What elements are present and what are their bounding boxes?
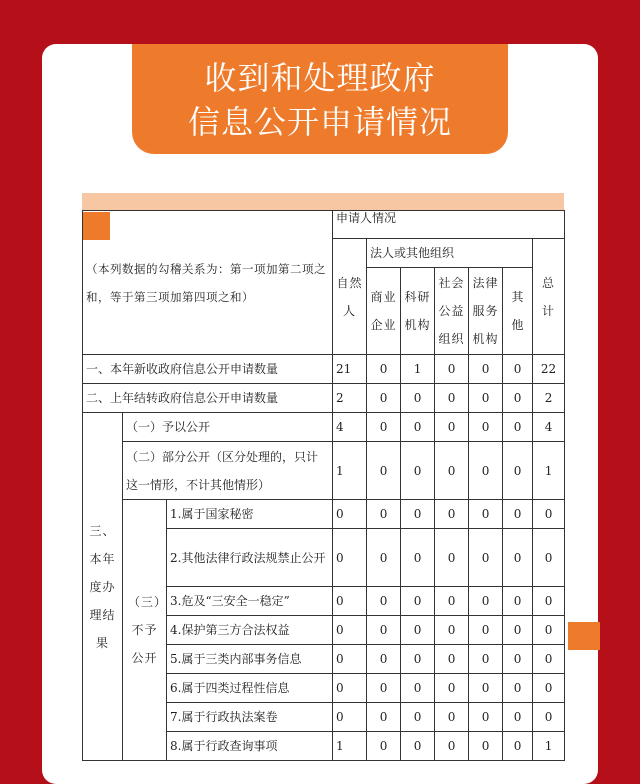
- cell-value: 0: [401, 616, 435, 645]
- legal-orgs-header: 法人或其他组织: [367, 239, 533, 268]
- cell-value: 0: [401, 413, 435, 442]
- cell-value: 1: [333, 732, 367, 761]
- table-row: [83, 384, 565, 413]
- cell-value: 0: [533, 645, 565, 674]
- row-label: （二）部分公开（区分处理的，只计这一情形，不计其他情形）: [123, 442, 333, 500]
- cell-value: 0: [503, 413, 533, 442]
- cell-value: 0: [333, 645, 367, 674]
- cell-value: 0: [469, 384, 503, 413]
- cell-value: 0: [533, 703, 565, 732]
- row-label: 1.属于国家秘密: [167, 500, 333, 529]
- cell-value: 0: [435, 384, 469, 413]
- section-3-label: 三、本年度办理结果: [83, 413, 123, 761]
- cell-value: 0: [401, 674, 435, 703]
- cell-value: 0: [367, 442, 401, 500]
- cell-value: 0: [503, 732, 533, 761]
- commercial-header: 商业企业: [367, 268, 401, 355]
- cell-value: 2: [533, 384, 565, 413]
- cell-value: 0: [435, 442, 469, 500]
- cell-value: 21: [333, 355, 367, 384]
- cell-value: 0: [435, 732, 469, 761]
- cell-value: 0: [469, 442, 503, 500]
- cell-value: 0: [333, 616, 367, 645]
- row-label: （一）予以公开: [123, 413, 333, 442]
- cell-value: 1: [533, 442, 565, 500]
- row-label: 4.保护第三方合法权益: [167, 616, 333, 645]
- cell-value: 0: [401, 500, 435, 529]
- cell-value: 0: [367, 732, 401, 761]
- cell-value: 0: [469, 355, 503, 384]
- cell-value: 0: [367, 500, 401, 529]
- cell-value: 0: [435, 616, 469, 645]
- cell-value: 0: [503, 703, 533, 732]
- cell-value: 0: [503, 355, 533, 384]
- title-line-1: 收到和处理政府: [204, 59, 436, 97]
- cell-value: 0: [435, 413, 469, 442]
- row-label: 一、本年新收政府信息公开申请数量: [83, 355, 333, 384]
- research-header: 科研机构: [401, 268, 435, 355]
- cell-value: 0: [367, 674, 401, 703]
- cell-value: 1: [401, 355, 435, 384]
- cell-value: 1: [333, 442, 367, 500]
- cell-value: 0: [533, 587, 565, 616]
- cell-value: 4: [533, 413, 565, 442]
- cell-value: 0: [367, 616, 401, 645]
- title-banner: [132, 44, 508, 154]
- cell-value: 4: [333, 413, 367, 442]
- cell-value: 0: [333, 674, 367, 703]
- cell-value: 0: [367, 413, 401, 442]
- title-line-2: 信息公开申请情况: [187, 103, 452, 141]
- table-top-strip: [82, 193, 564, 211]
- cell-value: 0: [435, 703, 469, 732]
- cell-value: 0: [367, 703, 401, 732]
- row-label: 二、上年结转政府信息公开申请数量: [83, 384, 333, 413]
- cell-value: 0: [401, 587, 435, 616]
- cell-value: 0: [533, 616, 565, 645]
- cell-value: 0: [469, 616, 503, 645]
- cell-value: 0: [503, 384, 533, 413]
- cell-value: 0: [469, 732, 503, 761]
- applicant-info-header: 申请人情况: [333, 211, 565, 239]
- cell-value: 0: [401, 442, 435, 500]
- cell-value: 0: [333, 529, 367, 587]
- cell-value: 0: [401, 732, 435, 761]
- cell-value: 0: [503, 587, 533, 616]
- cell-value: 0: [367, 529, 401, 587]
- cell-value: 0: [469, 703, 503, 732]
- cell-value: 0: [469, 645, 503, 674]
- withheld-category-label: （三）不予公开: [123, 500, 167, 761]
- cell-value: 0: [469, 413, 503, 442]
- row-label: 7.属于行政执法案卷: [167, 703, 333, 732]
- cell-value: 0: [401, 703, 435, 732]
- cell-value: 0: [435, 674, 469, 703]
- table-row: [83, 355, 565, 384]
- cell-value: 0: [435, 587, 469, 616]
- cell-value: 0: [367, 645, 401, 674]
- cell-value: 0: [503, 442, 533, 500]
- cell-value: 0: [435, 355, 469, 384]
- cell-value: 2: [333, 384, 367, 413]
- legal-service-header: 法律服务机构: [469, 268, 503, 355]
- natural-person-header: 自然人: [333, 239, 367, 355]
- row-label: 5.属于三类内部事务信息: [167, 645, 333, 674]
- social-header: 社会公益组织: [435, 268, 469, 355]
- cell-value: 0: [435, 529, 469, 587]
- cell-value: 0: [533, 674, 565, 703]
- cell-value: 0: [401, 645, 435, 674]
- cell-value: 0: [401, 384, 435, 413]
- cell-value: 0: [503, 645, 533, 674]
- cell-value: 0: [367, 355, 401, 384]
- statistics-table: [82, 210, 565, 761]
- cell-value: 22: [533, 355, 565, 384]
- other-header: 其他: [503, 268, 533, 355]
- cell-value: 0: [503, 500, 533, 529]
- cell-value: 1: [533, 732, 565, 761]
- total-header: 总计: [533, 239, 565, 355]
- cell-value: 0: [435, 500, 469, 529]
- cell-value: 0: [401, 529, 435, 587]
- table-row: [83, 442, 565, 500]
- table-header-note: （本列数据的勾稽关系为：第一项加第二项之和，等于第三项加第四项之和）: [83, 211, 333, 355]
- row-label: 3.危及“三安全一稳定”: [167, 587, 333, 616]
- cell-value: 0: [503, 616, 533, 645]
- cell-value: 0: [333, 500, 367, 529]
- cell-value: 0: [367, 384, 401, 413]
- cell-value: 0: [503, 529, 533, 587]
- table-row: [83, 500, 565, 529]
- row-label: 6.属于四类过程性信息: [167, 674, 333, 703]
- side-marker: [568, 622, 600, 650]
- row-label: 2.其他法律行政法规禁止公开: [167, 529, 333, 587]
- cell-value: 0: [469, 500, 503, 529]
- cell-value: 0: [367, 587, 401, 616]
- cell-value: 0: [533, 500, 565, 529]
- row-label: 8.属于行政查询事项: [167, 732, 333, 761]
- cell-value: 0: [469, 674, 503, 703]
- cell-value: 0: [533, 529, 565, 587]
- cell-value: 0: [469, 587, 503, 616]
- cell-value: 0: [503, 674, 533, 703]
- table-row: [83, 413, 565, 442]
- cell-value: 0: [333, 703, 367, 732]
- cell-value: 0: [469, 529, 503, 587]
- cell-value: 0: [333, 587, 367, 616]
- cell-value: 0: [435, 645, 469, 674]
